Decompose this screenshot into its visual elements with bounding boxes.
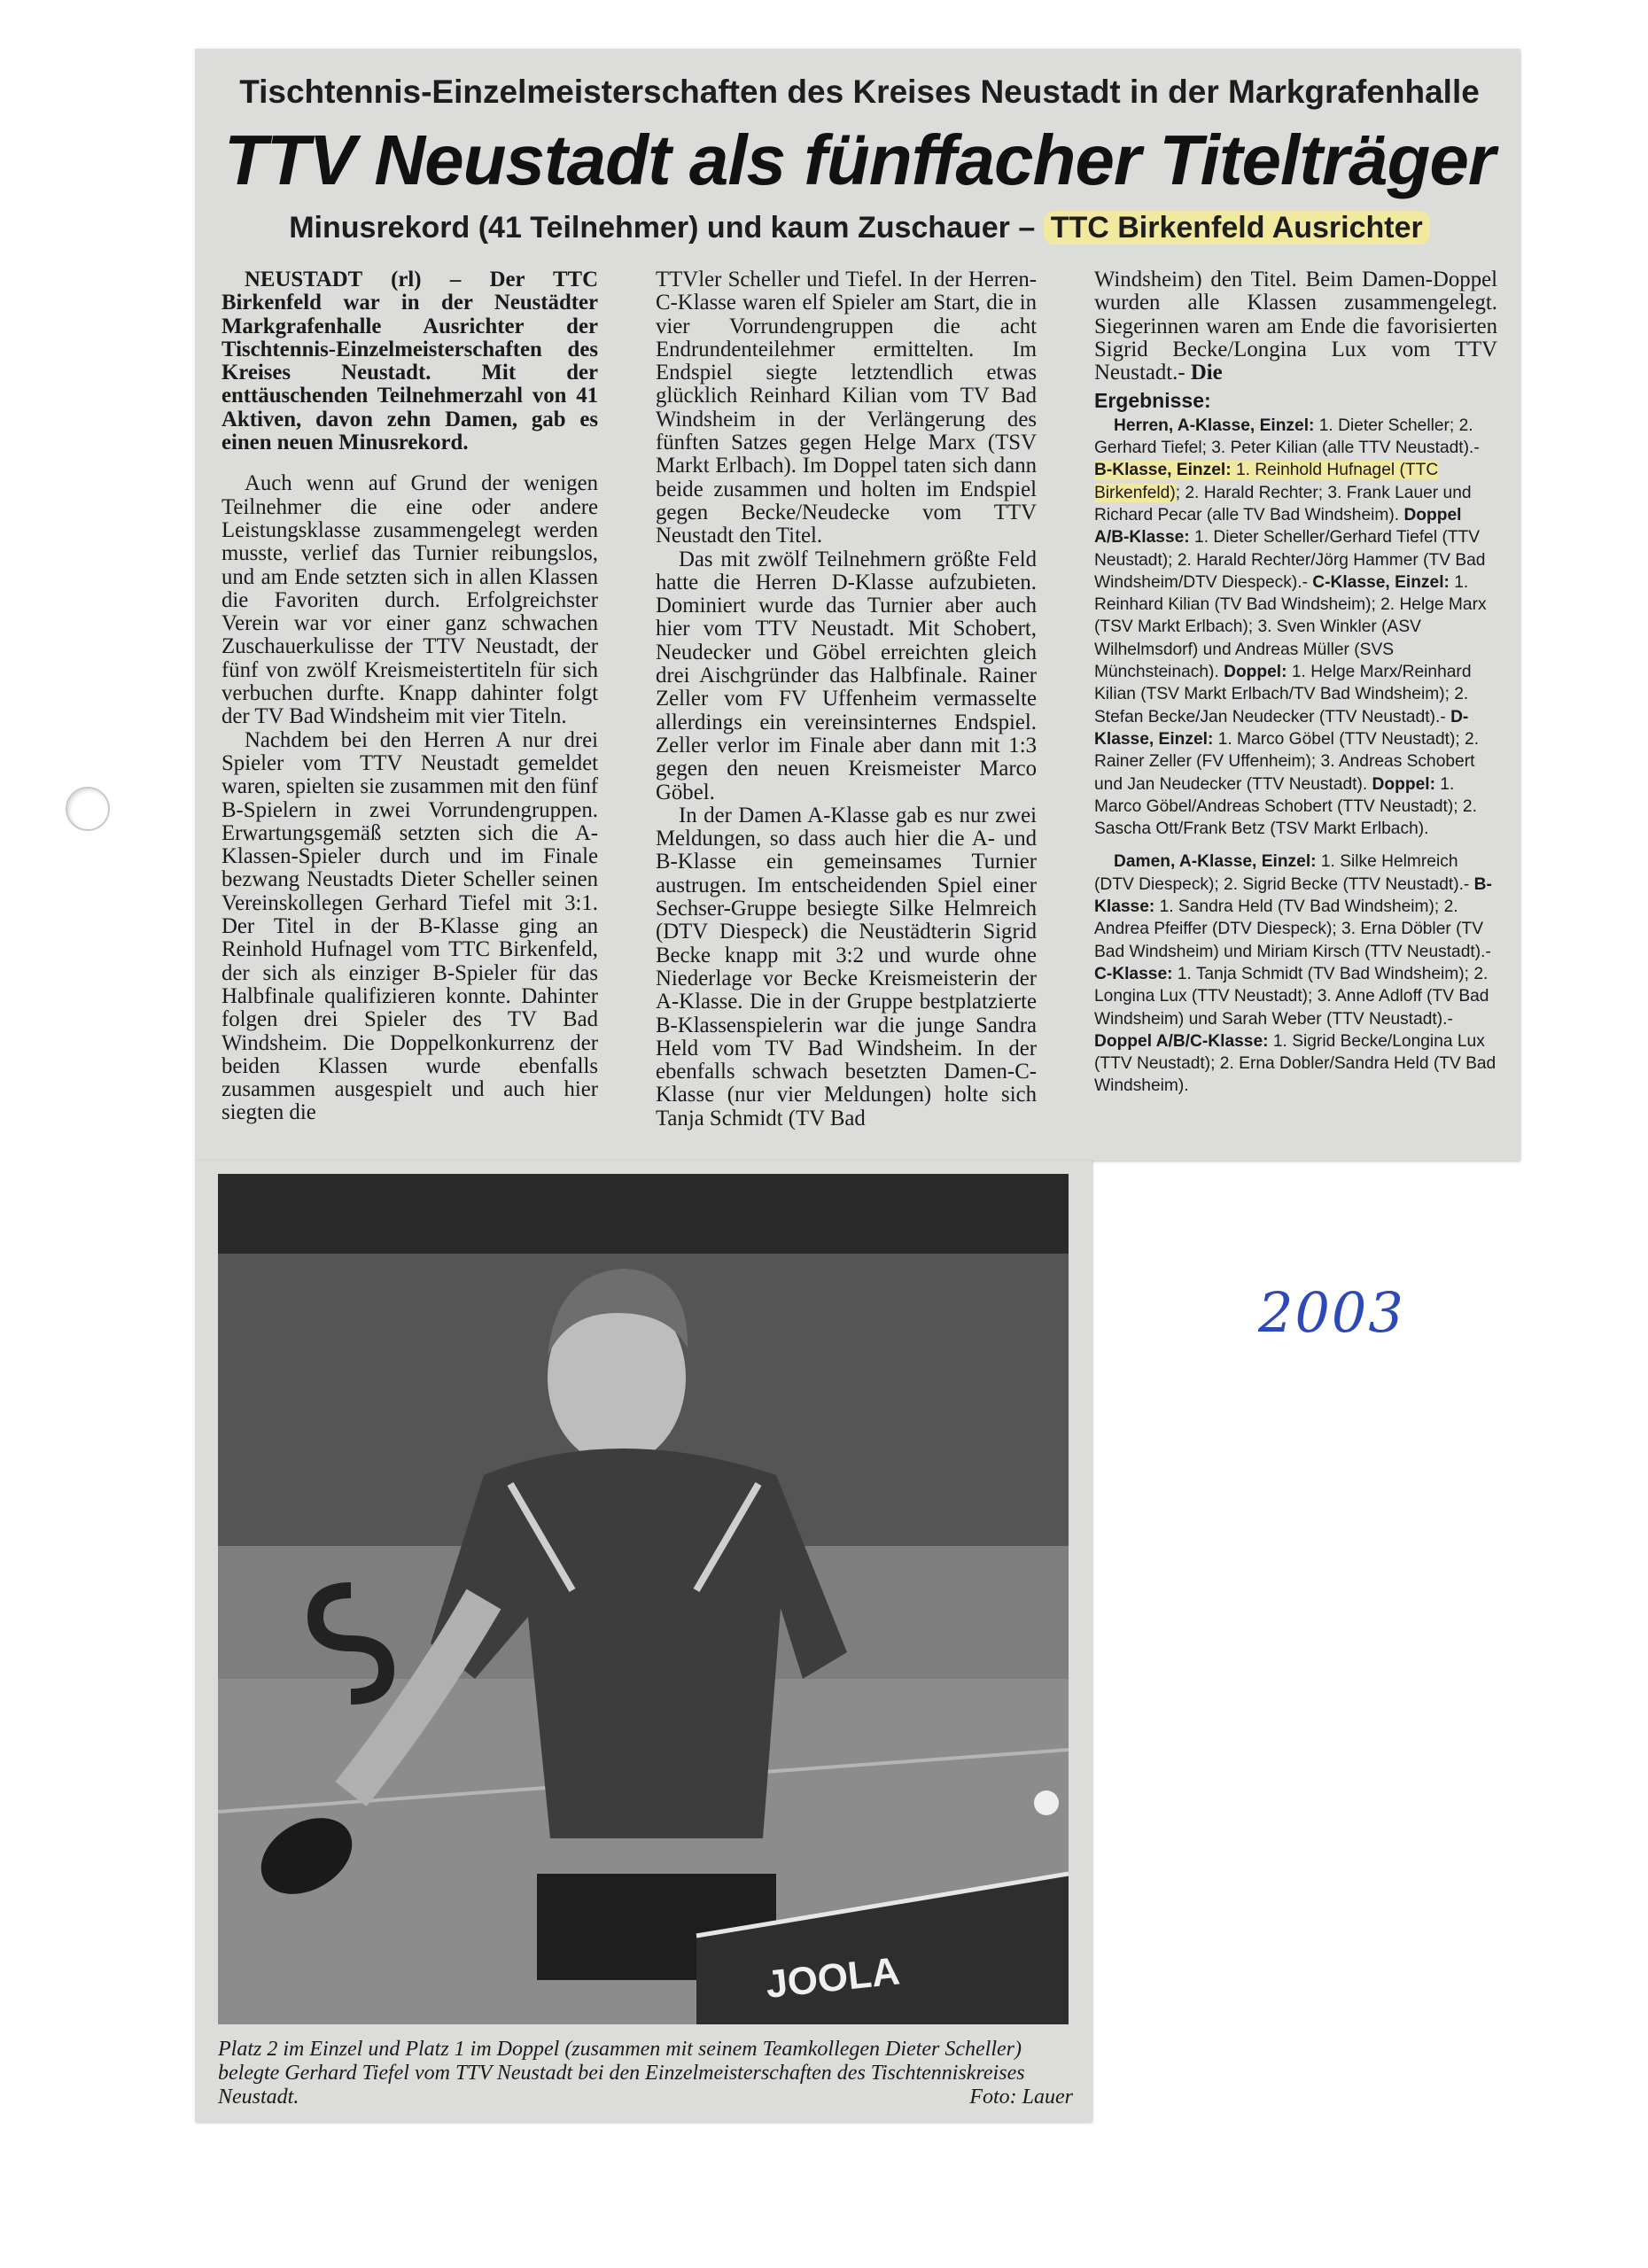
subhead-highlighted: TTC Birkenfeld Ausrichter — [1044, 211, 1430, 245]
result-text: 1. Marco Göbel (TTV Neustadt); 2. Rainer Zeller (FV Uffenheim); 3. Andreas Schobert und Jan Neudecker (TTV Neustadt). — [1094, 729, 1480, 794]
handwritten-year: 2003 — [1258, 1280, 1405, 1345]
result-label: Damen, A-Klasse, Einzel: — [1114, 852, 1317, 872]
result-label-highlighted: B-Klasse, Einzel: — [1094, 461, 1232, 480]
punch-hole — [66, 787, 110, 831]
results-section — [1094, 390, 1497, 1097]
result-label: B-Klasse: — [1094, 874, 1492, 917]
photo-caption — [218, 2038, 1073, 2109]
result-text: 1. Silke Helmreich (DTV Diespeck); 2. Sigrid Becke (TTV Neustadt).- — [1094, 852, 1474, 894]
body-paragraph: TTVler Scheller und Tiefel. In der Herren-C-Klasse waren elf Spieler am Start, die in vier Vorrundengruppen die acht Endrundenteilehmer ermittelten. Im Endspiel siegte letztendlich etwas glücklich Reinhard Kilian vom TV Bad Windsheim in der Verlängerung des fünften Satzes gegen Helge Marx (TSV Markt Erlbach). Im Doppel taten sich dann beide zusammen und holten im Endspiel gegen Becke/Neudecke vom TTV Neustadt den Titel. — [656, 268, 1037, 548]
result-label: Herren, A-Klasse, Einzel: — [1114, 416, 1315, 435]
result-label: Doppel A/B/C-Klasse: — [1094, 1031, 1269, 1051]
result-text: 1. Dieter Scheller; 2. Gerhard Tiefel; 3. Peter Kilian (alle TTV Neustadt).- — [1094, 416, 1480, 458]
article-clipping — [195, 49, 1520, 1161]
results-damen — [1094, 850, 1497, 1097]
results-herren — [1094, 415, 1497, 841]
table-brand-label: JOOLA — [763, 1949, 902, 2007]
article-kicker: Tischtennis-Einzelmeisterschaften des Kreises Neustadt in der Markgrafenhalle — [239, 74, 1480, 110]
result-text: 1. Marco Göbel/Andreas Schobert (TTV Neustadt); 2. Sascha Ott/Frank Betz (TSV Markt Erlbach). — [1094, 774, 1477, 839]
column-3-bold-end: Die — [1190, 361, 1223, 385]
result-label: C-Klasse, Einzel: — [1312, 572, 1450, 592]
result-text: ; 2. Harald Rechter; 3. Frank Lauer und Richard Pecar (alle TV Bad Windsheim). — [1094, 483, 1472, 524]
table-tennis-photo — [218, 1174, 1069, 2024]
table-tennis-ball-icon — [1034, 1790, 1059, 1815]
body-paragraph: Auch wenn auf Grund der wenigen Teilnehmer die eine oder andere Leistungsklasse zusammengelegt werden musste, verlief das Turnier reibungslos, und am Ende setzten sich in allen Klassen die Favoriten durch. Erfolgreichster Verein war vor einer ganz schwachen Zuschauerkulisse der TTV Neustadt, der fünf von zwölf Kreismeistertiteln für sich verbuchen durfte. Knapp dahinter folgt der TV Bad Windsheim mit vier Titeln. — [222, 471, 598, 729]
result-label: Doppel: — [1224, 663, 1287, 682]
body-paragraph: Das mit zwölf Teilnehmern größte Feld hatte die Herren D-Klasse aufzubieten. Dominiert wurde das Turnier aber auch hier vom TTV Neustadt. Mit Schobert, Neudecker und Göbel erreichten gleich drei Aischgründer das Halbfinale. Rainer Zeller vom FV Uffenheim vermasselte allerdings ein vereinsinternes Endspiel. Zeller verlor im Finale aber dann mit 1:3 gegen den neuen Kreismeister Marco Göbel. — [656, 547, 1037, 804]
article-column-2 — [656, 268, 1037, 1130]
results-heading: Ergebnisse: — [1094, 389, 1211, 413]
photo-credit: Foto: Lauer — [969, 2085, 1073, 2109]
body-paragraph — [1094, 268, 1497, 384]
subhead-part-1: Minusrekord (41 Teilnehmer) und kaum Zuschauer – — [289, 211, 1044, 245]
body-paragraph: In der Damen A-Klasse gab es nur zwei Meldungen, so dass auch hier die A- und B-Klasse ein gemeinsames Turnier austrugen. Im entscheidenden Spiel einer Sechser-Gruppe besiegte Silke Helmreich (DTV Diespeck) die Neustädterin Sigrid Becke knapp mit 3:2 und wurde ohne Niederlage vor Becke Kreismeisterin der A-Klasse. Die in der Gruppe bestplatzierte B-Klassenspielerin war die junge Sandra Held vom TV Bad Windsheim. In der ebenfalls schwach besetzten Damen-C-Klasse (nur vier Meldungen) holte sich Tanja Schmidt (TV Bad — [656, 803, 1037, 1130]
photo-clipping — [195, 1161, 1092, 2122]
result-text: 1. Reinhard Kilian (TV Bad Windsheim); 2. Helge Marx (TSV Markt Erlbach); 3. Sven Winkler (ASV Wilhelmsdorf) und Andreas Müller (SVS Münchsteinach). — [1094, 572, 1487, 682]
result-text: 1. Tanja Schmidt (TV Bad Windsheim); 2. Longina Lux (TTV Neustadt); 3. Anne Adloff (TV Bad Windsheim) und Sarah Weber (TTV Neustadt).- — [1094, 964, 1489, 1029]
article-subhead — [222, 211, 1497, 245]
body-paragraph: Nachdem bei den Herren A nur drei Spieler vom TTV Neustadt gemeldet waren, spielten sie zusammen mit den fünf B-Spielern in zwei Vorrundengruppen. Erwartungsgemäß setzten sich die A-Klassen-Spieler durch und im Finale bezwang Neustadts Dieter Scheller seinen Vereinskollegen Gerhard Tiefel mit 3:1. Der Titel in der B-Klasse ging an Reinhold Hufnagel vom TTC Birkenfeld, der sich als einziger B-Spieler für das Halbfinale qualifizieren konnte. Dahinter folgen drei Spieler des TV Bad Windsheim. Die Doppelkonkurrenz der beiden Klassen wurde ebenfalls zusammen ausgespielt und auch hier siegten die — [222, 727, 598, 1125]
article-lead: NEUSTADT (rl) – Der TTC Birkenfeld war in der Neustädter Markgrafenhalle Ausrichter der Tischtennis-Einzelmeisterschaften des Kreises Neustadt. Mit der enttäuschenden Teilnehmerzahl von 41 Aktiven, davon zehn Damen, gab es einen neuen Minusrekord. — [222, 268, 598, 455]
column-3-text: Windsheim) den Titel. Beim Damen-Doppel wurden alle Klassen zusammengelegt. Siegerinnen waren am Ende die favorisierten Sigrid Becke/Longina Lux vom TTV Neustadt.- — [1094, 268, 1497, 385]
article-column-3 — [1094, 268, 1497, 1108]
article-headline: TTV Neustadt als fünffacher Titelträger — [224, 120, 1495, 199]
result-text-highlighted: 1. Reinhold Hufnagel (TTC Birkenfeld) — [1094, 461, 1439, 502]
result-label: C-Klasse: — [1094, 964, 1173, 983]
result-label: Doppel A/B-Klasse: — [1094, 505, 1462, 548]
result-text: 1. Sandra Held (TV Bad Windsheim); 2. Andrea Pfeiffer (DTV Diespeck); 3. Erna Döbler (TV Bad Windsheim) und Miriam Kirsch (TTV Neustadt).- — [1094, 897, 1491, 961]
result-text: 1. Sigrid Becke/Longina Lux (TTV Neustadt); 2. Erna Dobler/Sandra Held (TV Bad Windsheim). — [1094, 1031, 1496, 1096]
result-text: 1. Helge Marx/Reinhard Kilian (TSV Markt Erlbach/TV Bad Windsheim); 2. Stefan Becke/Jan Neudecker (TTV Neustadt).- — [1094, 663, 1472, 726]
caption-text: Platz 2 im Einzel und Platz 1 im Doppel (zusammen mit seinem Teamkollegen Dieter Scheller) belegte Gerhard Tiefel vom TTV Neustadt bei den Einzelmeisterschaften des Tischtenniskreises Neustadt. — [218, 2038, 1025, 2109]
hall-ceiling — [218, 1174, 1069, 1254]
article-column-1 — [222, 268, 598, 1125]
result-label: Doppel: — [1372, 774, 1435, 794]
result-label: D-Klasse, Einzel: — [1094, 707, 1469, 749]
result-text: 1. Dieter Scheller/Gerhard Tiefel (TTV Neustadt); 2. Harald Rechter/Jörg Hammer (TV Bad Windsheim/DTV Diespeck).- — [1094, 528, 1486, 592]
